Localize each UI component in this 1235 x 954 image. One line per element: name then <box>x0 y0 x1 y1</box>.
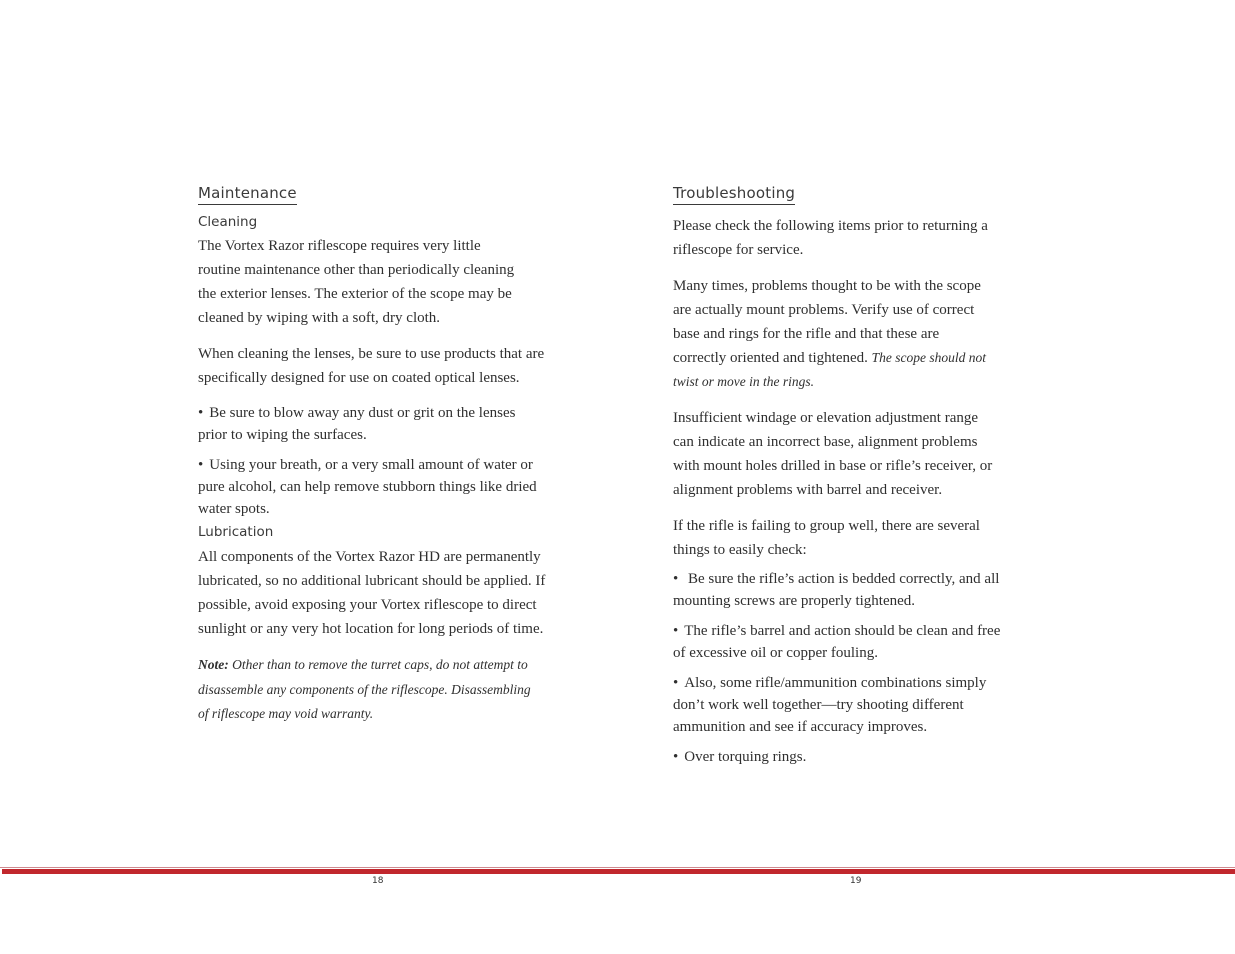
bullet-marker: • <box>198 405 204 421</box>
troubleshooting-bullet-4 <box>673 746 1008 768</box>
troubleshooting-bullet-4-text: Over torquing rings. <box>684 749 807 765</box>
cleaning-bullet-1 <box>198 402 528 446</box>
troubleshooting-bullet-2-text: The rifle’s barrel and action should be clean and free of excessive oil or copper fouling. <box>673 623 1001 661</box>
lubrication-paragraph: All components of the Vortex Razor HD are permanently lubricated, so no additional lubricant should be applied. If possible, avoid exposing your Vortex riflescope to direct sunlight or any very hot location for long periods of time. <box>198 549 546 637</box>
troubleshooting-paragraph-2-italic: The scope should not twist or move in the rings. <box>673 350 987 389</box>
note-text: Other than to remove the turret caps, do not attempt to disassemble any components of the riflescope. Disassembling of riflescope may void warranty. <box>198 657 531 721</box>
bullet-marker: • <box>673 675 679 691</box>
bullet-marker: • <box>673 749 679 765</box>
bullet-marker: • <box>198 457 204 473</box>
cleaning-paragraph-1: The Vortex Razor riflescope requires very little routine maintenance other than periodically cleaning the exterior lenses. The exterior of the scope may be cleaned by wiping with a soft, dry cloth. <box>198 238 515 326</box>
maintenance-heading: Maintenance <box>198 184 297 205</box>
cleaning-bullet-2-text: Using your breath, or a very small amount of water or pure alcohol, can help remove stubborn things like dried water spots. <box>198 457 537 517</box>
bullet-marker: • <box>673 571 683 587</box>
troubleshooting-bullet-2 <box>673 620 1008 664</box>
troubleshooting-bullet-1 <box>673 568 1008 612</box>
page-number-right: 19 <box>850 876 862 886</box>
page-number-left: 18 <box>372 876 384 886</box>
troubleshooting-bullet-1-text: Be sure the rifle’s action is bedded correctly, and all mounting screws are properly tightened. <box>673 571 1000 609</box>
lubrication-subheading: Lubrication <box>198 524 274 540</box>
cleaning-bullet-1-text: Be sure to blow away any dust or grit on the lenses prior to wiping the surfaces. <box>198 405 516 443</box>
bullet-marker: • <box>673 623 679 639</box>
note-paragraph <box>198 653 538 727</box>
troubleshooting-paragraph-4: If the rifle is failing to group well, there are several things to easily check: <box>673 518 980 558</box>
troubleshooting-paragraph-2-text: Many times, problems thought to be with the scope are actually mount problems. Verify use of correct base and rings for the rifle and that these are correctly oriented and tightened. <box>673 278 981 366</box>
troubleshooting-bullet-3 <box>673 672 993 738</box>
footer-rule <box>2 869 1235 874</box>
left-page-column <box>198 184 550 727</box>
troubleshooting-heading: Troubleshooting <box>673 184 795 205</box>
troubleshooting-paragraph-1: Please check the following items prior to returning a riflescope for service. <box>673 218 988 258</box>
troubleshooting-bullet-3-text: Also, some rifle/ammunition combinations simply don’t work well together—try shooting different ammunition and see if accuracy improves. <box>673 675 987 735</box>
cleaning-subheading: Cleaning <box>198 214 258 230</box>
cleaning-paragraph-2: When cleaning the lenses, be sure to use products that are specifically designed for use on coated optical lenses. <box>198 346 545 386</box>
right-page-column <box>673 184 1008 776</box>
troubleshooting-paragraph-3: Insufficient windage or elevation adjustment range can indicate an incorrect base, alignment problems with mount holes drilled in base or rifle’s receiver, or alignment problems with barrel and receiver. <box>673 410 993 498</box>
note-label: Note: <box>198 657 229 672</box>
footer-rule-thin <box>0 867 1235 868</box>
cleaning-bullet-2 <box>198 454 543 520</box>
troubleshooting-paragraph-2 <box>673 274 993 394</box>
